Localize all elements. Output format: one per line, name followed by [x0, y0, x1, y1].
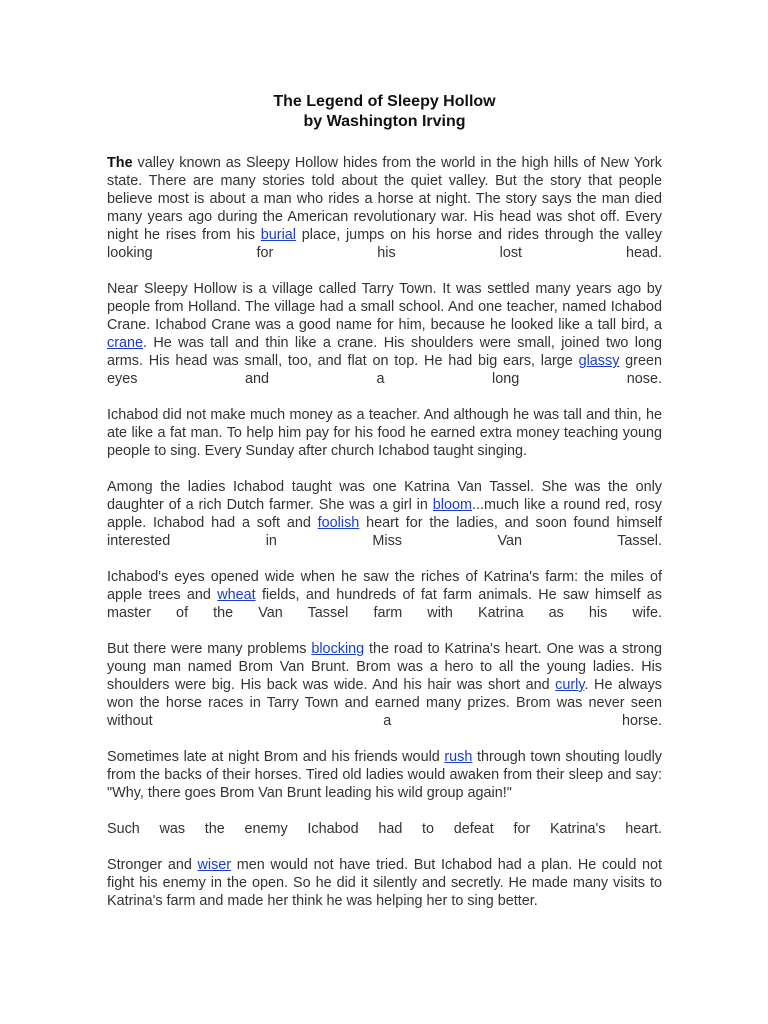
vocabulary-link-wheat[interactable]: wheat: [217, 587, 256, 603]
vocabulary-link-wiser[interactable]: wiser: [197, 857, 232, 873]
vocabulary-link-crane[interactable]: crane: [107, 335, 143, 351]
paragraph-text: ...much like a round red, rosy apple. Ichabod had a soft and: [107, 497, 662, 531]
story-paragraph: [107, 280, 662, 388]
vocabulary-link-blocking[interactable]: blocking: [311, 641, 365, 657]
paragraph-text: valley known as Sleepy Hollow hides from the world in the high hills of New York state. There are many stories told about the quiet valley. But the story that people believe most is about a man who rides a horse at night. The story says the man died many years ago during the American revolutionary war. His head was shot off. Every night he rises from his: [107, 155, 662, 243]
vocabulary-link-foolish[interactable]: foolish: [317, 515, 360, 531]
vocabulary-link-rush[interactable]: rush: [444, 749, 473, 765]
vocabulary-link-burial[interactable]: burial: [260, 227, 296, 243]
document-header: [107, 92, 662, 132]
paragraph-text: fields, and hundreds of fat farm animals. He saw himself as master of the Van Tassel farm with Katrina as his wife.: [107, 587, 662, 621]
paragraph-text: Stronger and: [107, 857, 198, 873]
vocabulary-link-curly[interactable]: curly: [555, 677, 585, 693]
story-body: [107, 154, 662, 910]
paragraph-text: heart for the ladies, and soon found himself interested in Miss Van Tassel.: [107, 515, 662, 549]
paragraph-text: place, jumps on his horse and rides through the valley looking for his lost head.: [107, 227, 662, 261]
story-paragraph: [107, 640, 662, 730]
paragraph-text: men would not have tried. But Ichabod had a plan. He could not fight his enemy in the open. So he did it silently and secretly. He made many visits to Katrina's farm and made her think he was helping her to sing better.: [107, 857, 662, 909]
paragraph-text: Ichabod's eyes opened wide when he saw the riches of Katrina's farm: the miles of apple trees and: [107, 569, 662, 603]
paragraph-text: But there were many problems: [107, 641, 312, 657]
document-title: The Legend of Sleepy Hollow: [273, 93, 496, 110]
paragraph-text: Ichabod did not make much money as a teacher. And although he was tall and thin, he ate like a fat man. To help him pay for his food he earned extra money teaching young people to sing. Every Sunday after church Ichabod taught singing.: [107, 407, 662, 459]
story-paragraph: [107, 154, 662, 262]
paragraph-text: Such was the enemy Ichabod had to defeat for Katrina's heart.: [107, 821, 662, 837]
story-paragraph: [107, 478, 662, 550]
document-author: by Washington Irving: [303, 113, 466, 130]
story-paragraph: [107, 748, 662, 802]
vocabulary-link-bloom[interactable]: bloom: [432, 497, 472, 513]
drop-word: The: [107, 155, 133, 171]
paragraph-text: Near Sleepy Hollow is a village called Tarry Town. It was settled many years ago by people from Holland. The village had a small school. And one teacher, named Ichabod Crane. Ichabod Crane was a good name for him, because he looked like a tall bird, a: [107, 281, 662, 333]
story-paragraph: [107, 856, 662, 910]
story-paragraph: [107, 820, 662, 838]
story-paragraph: [107, 406, 662, 460]
vocabulary-link-glassy[interactable]: glassy: [578, 353, 620, 369]
paragraph-text: green eyes and a long nose.: [107, 353, 662, 387]
document-page: [107, 92, 662, 928]
paragraph-text: . He was tall and thin like a crane. His shoulders were small, joined two long arms. His head was small, too, and flat on top. He had big ears, large: [107, 335, 662, 369]
paragraph-text: through town shouting loudly from the backs of their horses. Tired old ladies would awaken from their sleep and say: "Why, there goes Brom Van Brunt leading his wild group again!": [107, 749, 662, 801]
story-paragraph: [107, 568, 662, 622]
paragraph-text: the road to Katrina's heart. One was a strong young man named Brom Van Brunt. Brom was a hero to all the young ladies. His shoulders were big. His back was wide. And his hair was short and: [107, 641, 662, 693]
paragraph-text: Among the ladies Ichabod taught was one Katrina Van Tassel. She was the only daughter of a rich Dutch farmer. She was a girl in: [107, 479, 662, 513]
paragraph-text: Sometimes late at night Brom and his friends would: [107, 749, 445, 765]
paragraph-text: . He always won the horse races in Tarry Town and earned many prizes. Brom was never seen without a horse.: [107, 677, 662, 729]
